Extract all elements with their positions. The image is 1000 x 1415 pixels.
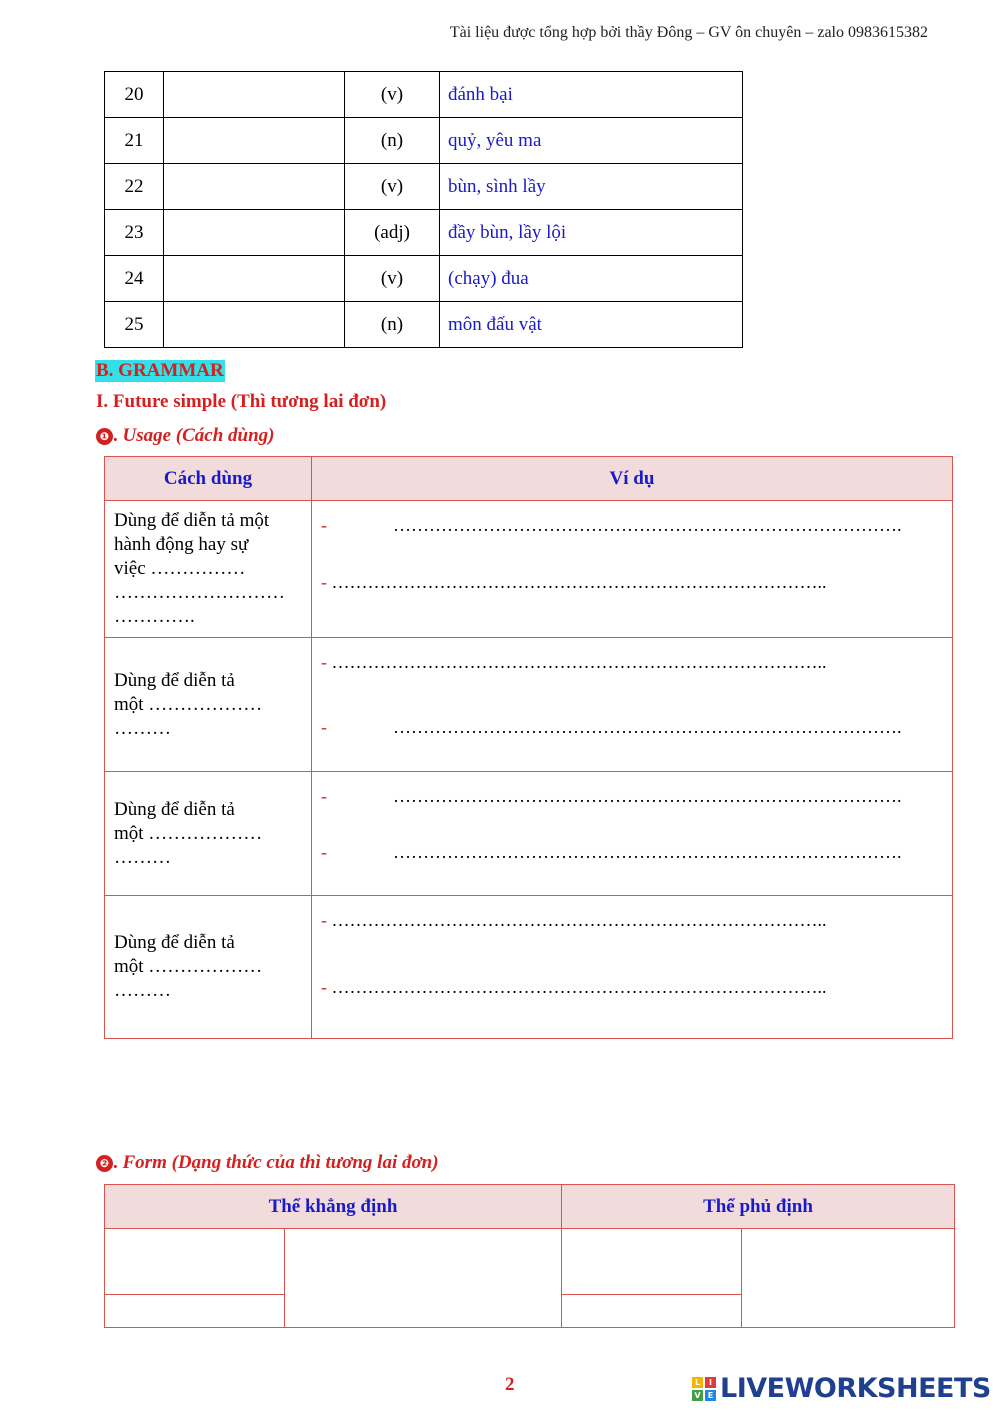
example-line[interactable]: - …………………………………………………………………………. [321, 515, 902, 535]
word-blank-cell[interactable] [164, 302, 345, 348]
form-heading: ❷ . Form (Dạng thức của thì tương lai đơn) [96, 1152, 439, 1174]
table-row [105, 302, 743, 348]
vocab-table [104, 71, 743, 348]
table-row [105, 210, 743, 256]
example-cell[interactable] [312, 772, 953, 896]
example-line[interactable]: - ……………………………………………………………………….. [321, 652, 827, 672]
part-of-speech: (n) [345, 302, 440, 348]
part-of-speech: (adj) [345, 210, 440, 256]
example-cell[interactable] [312, 896, 953, 1039]
affirmative-blank-cell[interactable] [285, 1229, 562, 1328]
example-cell[interactable] [312, 501, 953, 638]
row-number: 20 [105, 72, 164, 118]
table-row [105, 118, 743, 164]
word-blank-cell[interactable] [164, 164, 345, 210]
meaning: bùn, sình lầy [440, 164, 743, 210]
usage-cell: Dùng để diễn tả một ……………… ……… [105, 638, 312, 772]
example-line[interactable]: - …………………………………………………………………………. [321, 842, 902, 862]
example-line[interactable]: - …………………………………………………………………………. [321, 786, 902, 806]
table-row [105, 772, 953, 896]
row-number: 25 [105, 302, 164, 348]
liveworksheets-logo-icon: L I V E [692, 1377, 716, 1401]
row-number: 21 [105, 118, 164, 164]
affirmative-header: Thể khẳng định [105, 1185, 562, 1229]
row-number: 23 [105, 210, 164, 256]
usage-cell: Dùng để diễn tả một ……………… ……… [105, 772, 312, 896]
table-row [105, 896, 953, 1039]
usage-cell: Dùng để diễn tả một hành động hay sự việc …………… ……………………… …………. [105, 501, 312, 638]
part-of-speech: (v) [345, 164, 440, 210]
section-b-heading: B. GRAMMAR [96, 360, 224, 381]
table-row [105, 164, 743, 210]
example-line[interactable]: - ……………………………………………………………………….. [321, 572, 827, 592]
usage-title: Usage (Cách dùng) [122, 425, 275, 446]
usage-table [104, 456, 953, 1039]
meaning: (chạy) đua [440, 256, 743, 302]
page-number: 2 [505, 1374, 515, 1395]
example-col-header: Ví dụ [312, 457, 953, 501]
example-line[interactable]: - ……………………………………………………………………….. [321, 910, 827, 930]
usage-cell: Dùng để diễn tả một ……………… ……… [105, 896, 312, 1039]
meaning: quỷ, yêu ma [440, 118, 743, 164]
example-cell[interactable] [312, 638, 953, 772]
negative-header: Thể phủ định [562, 1185, 955, 1229]
liveworksheets-logo [692, 1373, 991, 1404]
page-header: Tài liệu được tổng hợp bởi thầy Đông – GV ôn chuyên – zalo 0983615382 [449, 24, 928, 41]
form-title: Form (Dạng thức của thì tương lai đơn) [122, 1152, 439, 1173]
word-blank-cell[interactable] [164, 72, 345, 118]
affirmative-blank-cell[interactable] [105, 1295, 285, 1328]
negative-blank-cell[interactable] [562, 1295, 742, 1328]
row-number: 22 [105, 164, 164, 210]
negative-blank-cell[interactable] [742, 1229, 955, 1328]
row-number: 24 [105, 256, 164, 302]
part-of-speech: (n) [345, 118, 440, 164]
usage-col-header: Cách dùng [105, 457, 312, 501]
part-of-speech: (v) [345, 72, 440, 118]
number-two-badge: ❷ [96, 1155, 113, 1172]
table-row [105, 501, 953, 638]
table-row [105, 638, 953, 772]
word-blank-cell[interactable] [164, 118, 345, 164]
word-blank-cell[interactable] [164, 256, 345, 302]
meaning: môn đấu vật [440, 302, 743, 348]
example-line[interactable]: - …………………………………………………………………………. [321, 717, 902, 737]
meaning: đầy bùn, lầy lội [440, 210, 743, 256]
liveworksheets-logo-text: LIVEWORKSHEETS [720, 1373, 991, 1404]
affirmative-blank-cell[interactable] [105, 1229, 285, 1295]
number-one-badge: ❶ [96, 428, 113, 445]
example-line[interactable]: - ……………………………………………………………………….. [321, 977, 827, 997]
usage-heading: ❶ . Usage (Cách dùng) [96, 425, 275, 447]
part-of-speech: (v) [345, 256, 440, 302]
table-row [105, 256, 743, 302]
section-i-heading: I. Future simple (Thì tương lai đơn) [96, 391, 387, 412]
meaning: đánh bại [440, 72, 743, 118]
table-row [105, 72, 743, 118]
word-blank-cell[interactable] [164, 210, 345, 256]
negative-blank-cell[interactable] [562, 1229, 742, 1295]
form-table [104, 1184, 955, 1328]
